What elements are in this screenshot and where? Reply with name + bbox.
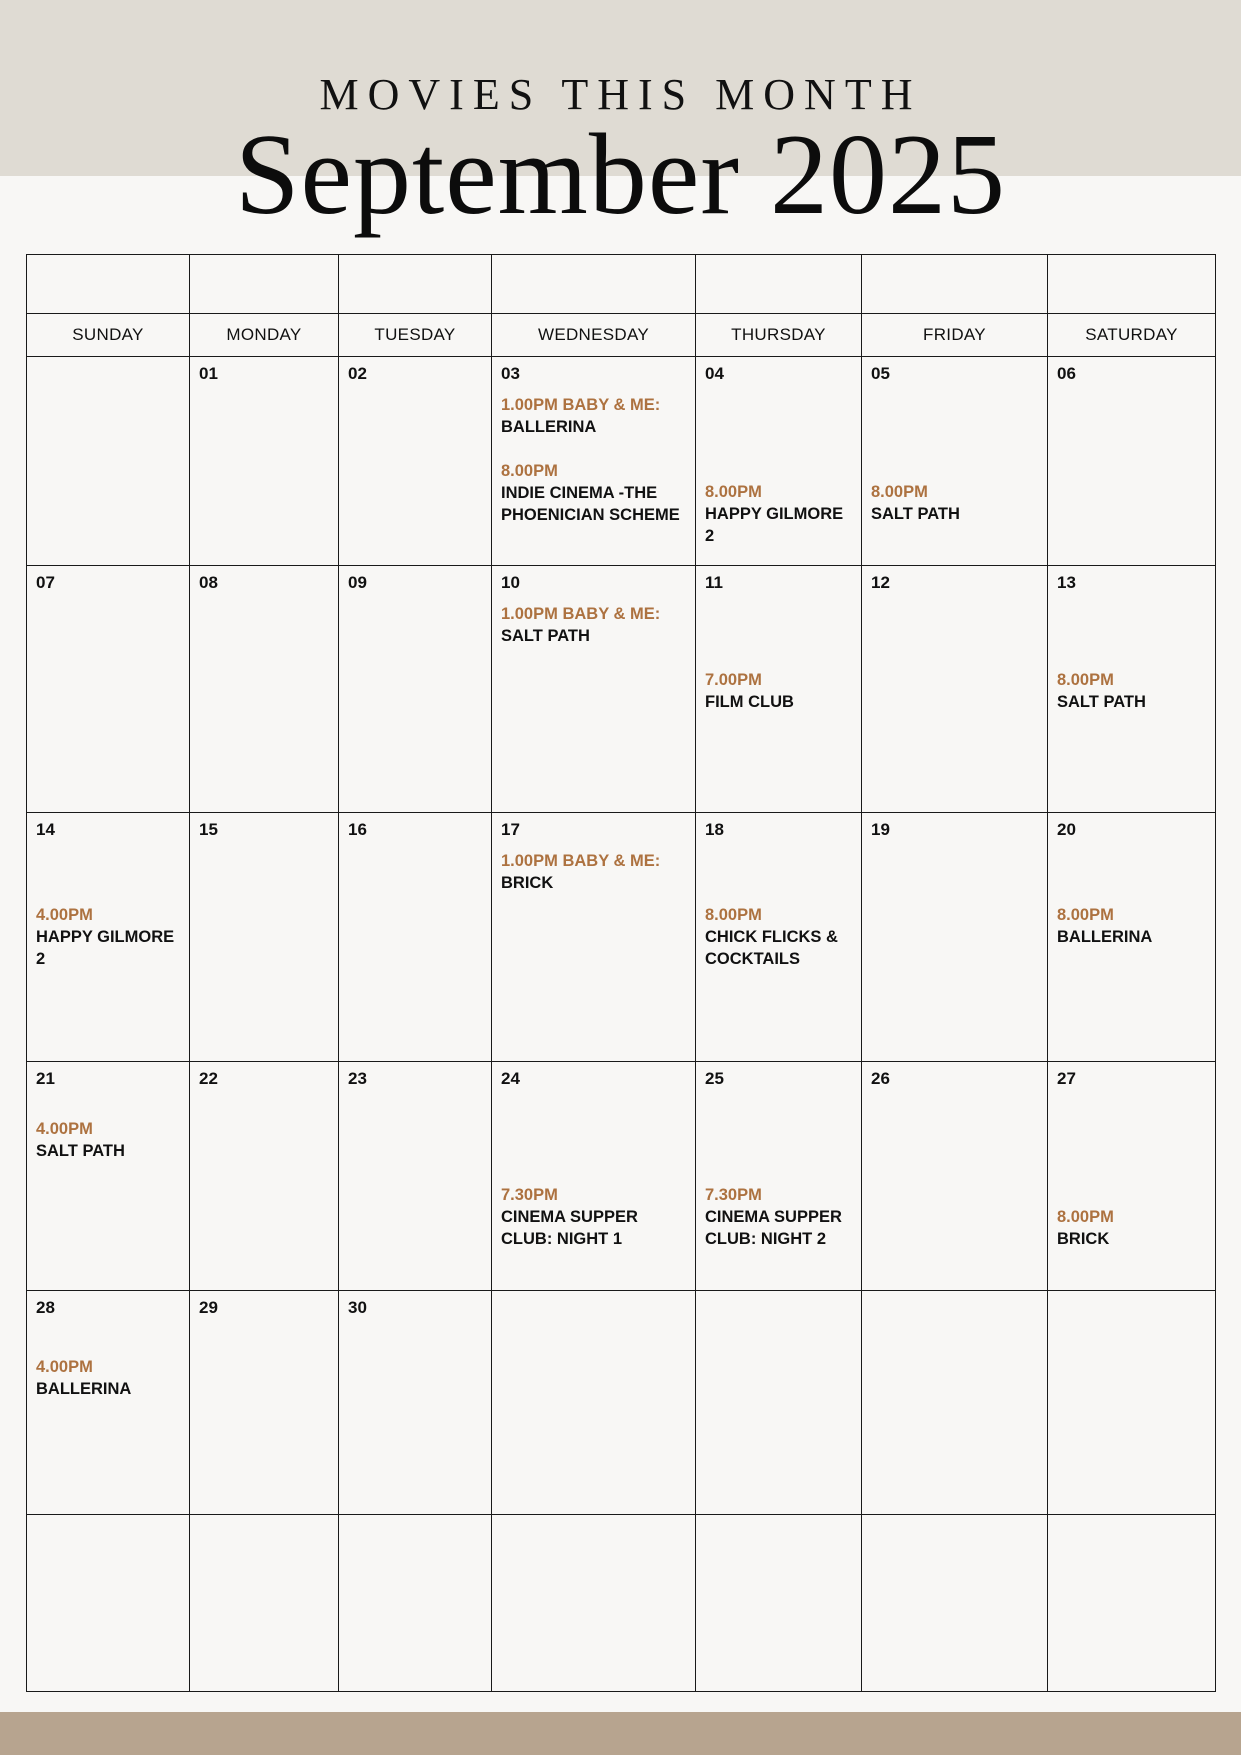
event-title: CINEMA SUPPER CLUB: NIGHT 1 (501, 1207, 638, 1248)
screening-event (705, 481, 852, 547)
screening-event (705, 1184, 852, 1250)
event-title: BALLERINA (1057, 928, 1153, 947)
day-cell-content (492, 566, 695, 812)
calendar-day-cell (27, 813, 190, 1061)
screening-event (501, 850, 686, 894)
weekday-thursday: THURSDAY (696, 314, 862, 357)
day-cell-content (27, 357, 189, 565)
screening-event (705, 669, 852, 713)
weekday-sunday: SUNDAY (27, 314, 190, 357)
day-cell-content (190, 357, 338, 565)
day-cell-content (190, 1291, 338, 1514)
day-cell-content (1048, 1291, 1215, 1514)
day-number: 18 (705, 820, 724, 840)
calendar-day-cell (27, 357, 190, 566)
event-time: 4.00PM (36, 1119, 93, 1138)
calendar-week-row (27, 1061, 1216, 1290)
day-cell-content (1048, 1515, 1215, 1691)
day-cell-content (492, 1291, 695, 1514)
day-number: 26 (871, 1068, 890, 1088)
day-cell-content (339, 1515, 491, 1691)
day-cell-content (190, 1062, 338, 1290)
calendar-day-cell (492, 1061, 696, 1290)
page-subtitle: MOVIES THIS MONTH (319, 70, 922, 119)
event-time: 8.00PM (1057, 906, 1114, 925)
day-cell-content (862, 1291, 1047, 1514)
weekday-monday: MONDAY (190, 314, 339, 357)
calendar-day-cell (696, 1061, 862, 1290)
calendar-day-cell (339, 1290, 492, 1514)
day-number: 04 (705, 364, 724, 384)
calendar-day-cell (339, 1061, 492, 1290)
calendar-day-cell (1048, 1290, 1216, 1514)
day-cell-content (862, 357, 1047, 565)
day-cell-content (492, 813, 695, 1060)
day-number: 05 (871, 364, 890, 384)
calendar-day-cell (339, 566, 492, 813)
calendar-day-cell (190, 1514, 339, 1691)
calendar-day-cell (190, 813, 339, 1061)
event-title: CHICK FLICKS & COCKTAILS (705, 928, 838, 969)
day-number: 03 (501, 364, 520, 384)
calendar-day-cell (862, 1514, 1048, 1691)
calendar-day-cell (27, 1290, 190, 1514)
weekday-saturday: SATURDAY (1048, 314, 1216, 357)
calendar-day-cell (1048, 566, 1216, 813)
screening-event (1057, 1206, 1206, 1250)
day-cell-content (1048, 357, 1215, 565)
day-number: 21 (36, 1068, 55, 1088)
event-time: 1.00PM BABY & ME: (501, 852, 661, 871)
event-title: BRICK (1057, 1229, 1110, 1248)
event-title: SALT PATH (501, 627, 590, 646)
day-cell-content (696, 566, 861, 812)
day-cell-content (27, 1062, 189, 1290)
weekday-header-row (27, 314, 1216, 357)
screening-event (36, 1118, 180, 1162)
event-time: 8.00PM (705, 483, 762, 502)
event-title: BALLERINA (36, 1379, 132, 1398)
day-cell-content (492, 357, 695, 565)
event-time: 4.00PM (36, 1357, 93, 1376)
day-number: 16 (348, 820, 367, 840)
day-number: 11 (705, 573, 723, 593)
calendar-day-cell (1048, 1514, 1216, 1691)
calendar-week-row (27, 1290, 1216, 1514)
day-number: 19 (871, 820, 890, 840)
day-cell-content (27, 1515, 189, 1691)
day-cell-content (27, 1291, 189, 1514)
event-time: 7.30PM (501, 1185, 558, 1204)
event-title: BALLERINA (501, 418, 597, 437)
screening-event (501, 394, 686, 438)
calendar-day-cell (190, 357, 339, 566)
screening-event (501, 1184, 686, 1250)
day-number: 08 (199, 573, 218, 593)
day-cell-content (492, 1062, 695, 1290)
calendar-week-row (27, 357, 1216, 566)
day-number: 12 (871, 573, 890, 593)
calendar-day-cell (339, 1514, 492, 1691)
day-cell-content (339, 1291, 491, 1514)
day-cell-content (696, 813, 861, 1060)
event-time: 1.00PM BABY & ME: (501, 605, 661, 624)
day-number: 06 (1057, 364, 1076, 384)
blank-header-cell (27, 255, 190, 314)
calendar-day-cell (1048, 813, 1216, 1061)
event-time: 7.30PM (705, 1185, 762, 1204)
day-cell-content (696, 1062, 861, 1290)
day-number: 25 (705, 1068, 724, 1088)
day-cell-content (190, 566, 338, 812)
event-title: CINEMA SUPPER CLUB: NIGHT 2 (705, 1207, 842, 1248)
blank-header-cell (190, 255, 339, 314)
day-cell-content (339, 813, 491, 1060)
day-number: 10 (501, 573, 520, 593)
screening-event (36, 1356, 180, 1400)
event-time: 8.00PM (1057, 671, 1114, 690)
day-cell-content (1048, 566, 1215, 812)
day-number: 07 (36, 573, 55, 593)
day-cell-content (696, 1291, 861, 1514)
calendar-day-cell (339, 357, 492, 566)
screening-event (1057, 904, 1206, 948)
calendar-day-cell (862, 1061, 1048, 1290)
weekday-wednesday: WEDNESDAY (492, 314, 696, 357)
weekday-friday: FRIDAY (862, 314, 1048, 357)
event-time: 8.00PM (705, 906, 762, 925)
day-number: 17 (501, 820, 520, 840)
day-cell-content (862, 566, 1047, 812)
calendar-day-cell (862, 566, 1048, 813)
event-title: HAPPY GILMORE 2 (36, 928, 175, 969)
blank-header-cell (492, 255, 696, 314)
day-number: 01 (199, 364, 218, 384)
calendar-day-cell (1048, 1061, 1216, 1290)
calendar-grid (26, 254, 1216, 1692)
day-number: 28 (36, 1297, 55, 1317)
weekday-tuesday: TUESDAY (339, 314, 492, 357)
day-cell-content (190, 813, 338, 1060)
event-time: 8.00PM (871, 483, 928, 502)
day-cell-content (27, 566, 189, 812)
event-title: SALT PATH (1057, 693, 1146, 712)
calendar-day-cell (696, 566, 862, 813)
calendar-day-cell (492, 357, 696, 566)
screening-event (501, 460, 686, 526)
event-title: SALT PATH (871, 505, 960, 524)
calendar-day-cell (27, 566, 190, 813)
day-cell-content (1048, 813, 1215, 1060)
page-title: September 2025 (234, 111, 1007, 239)
calendar-day-cell (190, 566, 339, 813)
event-time: 1.00PM BABY & ME: (501, 396, 661, 415)
calendar-week-row (27, 813, 1216, 1061)
calendar-day-cell (492, 1290, 696, 1514)
calendar-day-cell (190, 1061, 339, 1290)
calendar-blank-header-row (27, 255, 1216, 314)
day-cell-content (190, 1515, 338, 1691)
day-cell-content (339, 357, 491, 565)
day-number: 23 (348, 1068, 367, 1088)
calendar-day-cell (492, 566, 696, 813)
blank-header-cell (1048, 255, 1216, 314)
event-title: INDIE CINEMA -THE PHOENICIAN SCHEME (501, 484, 680, 525)
calendar-day-cell (862, 357, 1048, 566)
calendar-day-cell (696, 1514, 862, 1691)
blank-header-cell (696, 255, 862, 314)
screening-event (501, 603, 686, 647)
day-number: 15 (199, 820, 218, 840)
day-cell-content (339, 566, 491, 812)
day-number: 29 (199, 1297, 218, 1317)
day-number: 30 (348, 1297, 367, 1317)
day-cell-content (696, 357, 861, 565)
day-cell-content (492, 1515, 695, 1691)
screening-event (1057, 669, 1206, 713)
day-cell-content (1048, 1062, 1215, 1290)
calendar-day-cell (1048, 357, 1216, 566)
calendar-day-cell (862, 1290, 1048, 1514)
blank-header-cell (339, 255, 492, 314)
day-cell-content (862, 1062, 1047, 1290)
calendar-day-cell (27, 1514, 190, 1691)
calendar-day-cell (862, 813, 1048, 1061)
day-number: 20 (1057, 820, 1076, 840)
screening-event (705, 904, 852, 970)
day-number: 09 (348, 573, 367, 593)
calendar-day-cell (696, 357, 862, 566)
day-number: 13 (1057, 573, 1076, 593)
day-cell-content (339, 1062, 491, 1290)
event-title: BRICK (501, 874, 554, 893)
day-number: 22 (199, 1068, 218, 1088)
event-time: 8.00PM (1057, 1207, 1114, 1226)
event-title: FILM CLUB (705, 693, 794, 712)
event-time: 8.00PM (501, 462, 558, 481)
event-time: 4.00PM (36, 906, 93, 925)
calendar-day-cell (696, 1290, 862, 1514)
event-time: 7.00PM (705, 671, 762, 690)
calendar-week-row (27, 1514, 1216, 1691)
calendar-week-row (27, 566, 1216, 813)
day-cell-content (696, 1515, 861, 1691)
day-number: 27 (1057, 1068, 1076, 1088)
day-cell-content (862, 813, 1047, 1060)
day-cell-content (27, 813, 189, 1060)
day-number: 24 (501, 1068, 520, 1088)
calendar-day-cell (492, 813, 696, 1061)
calendar-day-cell (696, 813, 862, 1061)
screening-event (871, 481, 1038, 525)
event-title: SALT PATH (36, 1141, 125, 1160)
screening-event (36, 904, 180, 970)
calendar-day-cell (190, 1290, 339, 1514)
blank-header-cell (862, 255, 1048, 314)
day-number: 02 (348, 364, 367, 384)
day-number: 14 (36, 820, 55, 840)
calendar-day-cell (27, 1061, 190, 1290)
event-title: HAPPY GILMORE 2 (705, 505, 844, 546)
calendar-day-cell (492, 1514, 696, 1691)
calendar-day-cell (339, 813, 492, 1061)
day-cell-content (862, 1515, 1047, 1691)
footer-band (0, 1712, 1241, 1755)
